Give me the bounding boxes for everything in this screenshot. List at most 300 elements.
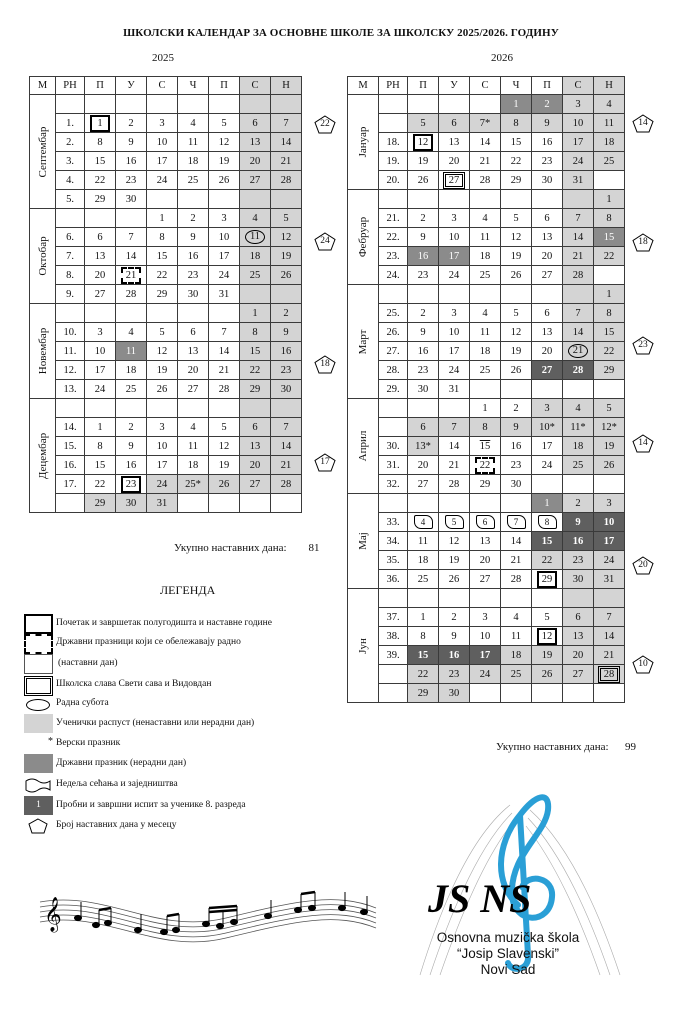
day-cell: 2 <box>501 399 532 418</box>
week-row <box>348 171 625 190</box>
day-cell: 14 <box>439 437 470 456</box>
day-cell: 10 <box>439 323 470 342</box>
month-left: Новембар <box>30 304 56 399</box>
week-row <box>348 133 625 152</box>
week-number <box>379 684 408 703</box>
day-cell <box>116 399 147 418</box>
day-cell: 6 <box>563 608 594 627</box>
day-cell: 10 <box>594 513 625 532</box>
day-cell <box>439 95 470 114</box>
day-cell: 18 <box>501 646 532 665</box>
day-cell: 11 <box>470 228 501 247</box>
week-number <box>379 285 408 304</box>
week-row <box>30 171 302 190</box>
day-cell: 20 <box>178 361 209 380</box>
day-cell: 27 <box>408 475 439 494</box>
week-row <box>30 361 302 380</box>
day-cell: 22 <box>85 171 116 190</box>
day-cell: 30 <box>532 171 563 190</box>
day-cell: 28 <box>271 171 302 190</box>
day-cell: 5 <box>408 114 439 133</box>
svg-text:𝄞: 𝄞 <box>44 897 62 932</box>
day-cell: 15 <box>85 456 116 475</box>
day-cell: 26 <box>594 456 625 475</box>
week-number <box>56 494 85 513</box>
day-cell <box>532 684 563 703</box>
day-cell <box>408 95 439 114</box>
day-cell <box>116 95 147 114</box>
week-row <box>348 266 625 285</box>
days-count-left: 22 <box>314 115 336 134</box>
day-cell: 24 <box>147 171 178 190</box>
week-number: 28. <box>379 361 408 380</box>
week-number <box>56 95 85 114</box>
day-cell: 21 <box>439 456 470 475</box>
day-cell: 19 <box>439 551 470 570</box>
day-cell: 14 <box>271 133 302 152</box>
day-cell <box>439 399 470 418</box>
day-cell: 23 <box>116 171 147 190</box>
day-cell: 23 <box>439 665 470 684</box>
day-cell: 2 <box>116 418 147 437</box>
day-cell: 30 <box>439 684 470 703</box>
day-cell: 19 <box>532 646 563 665</box>
day-cell: 21 <box>563 247 594 266</box>
day-cell: 22 <box>501 152 532 171</box>
week-number: 32. <box>379 475 408 494</box>
day-cell: 28 <box>501 570 532 589</box>
week-number: 26. <box>379 323 408 342</box>
day-cell: 5 <box>532 608 563 627</box>
year-right: 2026 <box>491 52 513 64</box>
day-cell: 13 <box>85 247 116 266</box>
day-cell <box>209 304 240 323</box>
day-cell: 11 <box>470 323 501 342</box>
day-cell: 1 <box>594 190 625 209</box>
day-cell: 29 <box>532 570 563 589</box>
day-cell: 8 <box>594 209 625 228</box>
day-cell: 11 <box>116 342 147 361</box>
day-cell: 22 <box>147 266 178 285</box>
day-cell: 13 <box>178 342 209 361</box>
day-cell <box>408 589 439 608</box>
day-cell: 16 <box>178 247 209 266</box>
week-number: 9. <box>56 285 85 304</box>
day-cell: 6 <box>240 418 271 437</box>
week-row <box>348 418 625 437</box>
day-cell: 8 <box>85 133 116 152</box>
header-5: Ч <box>501 77 532 95</box>
day-cell: 17 <box>439 342 470 361</box>
header-1: РН <box>56 77 85 95</box>
days-count-left: 18 <box>314 355 336 374</box>
day-cell <box>116 304 147 323</box>
day-cell <box>147 95 178 114</box>
day-cell: 15 <box>408 646 439 665</box>
week-row <box>30 285 302 304</box>
day-cell: 17 <box>85 361 116 380</box>
day-cell: 28 <box>470 171 501 190</box>
week-number <box>379 665 408 684</box>
day-cell <box>532 380 563 399</box>
day-cell: 30 <box>408 380 439 399</box>
day-cell: 24 <box>532 456 563 475</box>
day-cell <box>178 494 209 513</box>
day-cell: 1 <box>470 399 501 418</box>
week-row <box>348 285 625 304</box>
day-cell: 2 <box>408 304 439 323</box>
week-row <box>30 418 302 437</box>
day-cell: 31 <box>594 570 625 589</box>
week-number: 24. <box>379 266 408 285</box>
day-cell: 23 <box>271 361 302 380</box>
day-cell: 15 <box>85 152 116 171</box>
day-cell: 14 <box>563 323 594 342</box>
day-cell: 5 <box>501 304 532 323</box>
day-cell: 15 <box>147 247 178 266</box>
day-cell: 15 <box>594 323 625 342</box>
day-cell: 6 <box>439 114 470 133</box>
day-cell: 1 <box>147 209 178 228</box>
day-cell <box>408 285 439 304</box>
day-cell: 6 <box>408 418 439 437</box>
right-total: Укупно наставних дана: 99 <box>496 741 637 753</box>
day-cell <box>85 209 116 228</box>
day-cell <box>563 285 594 304</box>
week-row <box>30 456 302 475</box>
day-cell: 29 <box>85 190 116 209</box>
day-cell: 15 <box>470 437 501 456</box>
week-number: 31. <box>379 456 408 475</box>
day-cell: 11 <box>594 114 625 133</box>
day-cell: 1 <box>408 608 439 627</box>
day-cell: 10 <box>147 437 178 456</box>
week-row <box>348 152 625 171</box>
day-cell: 24 <box>439 361 470 380</box>
day-cell: 12 <box>209 133 240 152</box>
week-number: 7. <box>56 247 85 266</box>
day-cell: 17 <box>470 646 501 665</box>
week-number: 22. <box>379 228 408 247</box>
day-cell: 9 <box>501 418 532 437</box>
header-0: М <box>30 77 56 95</box>
day-cell: 14 <box>501 532 532 551</box>
day-cell: 25 <box>501 665 532 684</box>
week-number: 21. <box>379 209 408 228</box>
day-cell: 9 <box>408 323 439 342</box>
day-cell: 9 <box>116 133 147 152</box>
week-number: 37. <box>379 608 408 627</box>
day-cell: 24 <box>470 665 501 684</box>
week-row <box>348 190 625 209</box>
day-cell: 2 <box>439 608 470 627</box>
day-cell: 27 <box>240 171 271 190</box>
day-cell: 21 <box>271 456 302 475</box>
day-cell <box>532 475 563 494</box>
week-number: 20. <box>379 171 408 190</box>
day-cell: 3 <box>439 209 470 228</box>
day-cell: 3 <box>85 323 116 342</box>
day-cell: 8 <box>594 304 625 323</box>
day-cell: 6 <box>178 323 209 342</box>
header-4: С <box>470 77 501 95</box>
day-cell: 2 <box>271 304 302 323</box>
day-cell: 22 <box>240 361 271 380</box>
day-cell: 18 <box>470 247 501 266</box>
day-cell <box>563 684 594 703</box>
day-cell: 19 <box>501 342 532 361</box>
day-cell: 16 <box>563 532 594 551</box>
week-row <box>348 342 625 361</box>
day-cell: 11 <box>408 532 439 551</box>
week-row <box>348 684 625 703</box>
day-cell: 14 <box>470 133 501 152</box>
day-cell: 27 <box>439 171 470 190</box>
day-cell: 25 <box>116 380 147 399</box>
day-cell: 22 <box>408 665 439 684</box>
day-cell: 27 <box>563 665 594 684</box>
month-left: Октобар <box>30 209 56 304</box>
week-row <box>30 190 302 209</box>
day-cell <box>470 684 501 703</box>
day-cell: 23 <box>116 475 147 494</box>
day-cell: 24 <box>563 152 594 171</box>
week-number <box>56 209 85 228</box>
day-cell: 17 <box>532 437 563 456</box>
day-cell: 2 <box>178 209 209 228</box>
day-cell: 8 <box>240 323 271 342</box>
day-cell: 5 <box>209 418 240 437</box>
header-5: Ч <box>178 77 209 95</box>
day-cell: 19 <box>209 152 240 171</box>
week-row <box>348 513 625 532</box>
day-cell: 1 <box>240 304 271 323</box>
day-cell: 3 <box>439 304 470 323</box>
week-number <box>379 95 408 114</box>
header-8: Н <box>271 77 302 95</box>
day-cell: 7* <box>470 114 501 133</box>
left-total: Укупно наставних дана: 81 <box>174 542 320 554</box>
day-cell: 18 <box>563 437 594 456</box>
week-row <box>348 627 625 646</box>
day-cell: 5 <box>439 513 470 532</box>
oval-icon <box>26 699 50 711</box>
day-cell: 16 <box>408 342 439 361</box>
day-cell: 16 <box>532 133 563 152</box>
day-cell: 28 <box>563 361 594 380</box>
day-cell: 27 <box>178 380 209 399</box>
day-cell: 23 <box>408 361 439 380</box>
week-number: 29. <box>379 380 408 399</box>
day-cell: 7 <box>501 513 532 532</box>
day-cell: 21 <box>470 152 501 171</box>
day-cell: 1 <box>594 285 625 304</box>
day-cell: 25 <box>594 152 625 171</box>
day-cell: 26 <box>147 380 178 399</box>
day-cell: 31 <box>147 494 178 513</box>
header-3: У <box>439 77 470 95</box>
week-row <box>30 95 302 114</box>
week-number: 23. <box>379 247 408 266</box>
day-cell: 6 <box>470 513 501 532</box>
header-2: П <box>85 77 116 95</box>
logo-caption: Osnovna muzička škola “Josip Slavenski” Novi Sad <box>436 930 580 977</box>
day-cell <box>209 399 240 418</box>
day-cell: 26 <box>501 361 532 380</box>
day-cell: 20 <box>240 456 271 475</box>
day-cell: 29 <box>501 171 532 190</box>
day-cell: 26 <box>408 171 439 190</box>
day-cell: 8 <box>470 418 501 437</box>
week-number: 4. <box>56 171 85 190</box>
day-cell: 16 <box>116 456 147 475</box>
month-right: Мај <box>348 494 379 589</box>
day-cell: 15 <box>240 342 271 361</box>
day-cell: 9 <box>271 323 302 342</box>
day-cell <box>439 589 470 608</box>
week-row <box>30 114 302 133</box>
week-row <box>30 133 302 152</box>
day-cell <box>594 171 625 190</box>
week-row <box>348 646 625 665</box>
day-cell: 19 <box>271 247 302 266</box>
day-cell: 13 <box>563 627 594 646</box>
day-cell <box>439 190 470 209</box>
week-number: 12. <box>56 361 85 380</box>
day-cell: 19 <box>147 361 178 380</box>
day-cell: 9 <box>439 627 470 646</box>
day-cell: 7 <box>271 418 302 437</box>
calendar-2026 <box>347 76 625 703</box>
day-cell: 17 <box>594 532 625 551</box>
day-cell <box>563 589 594 608</box>
day-cell: 29 <box>408 684 439 703</box>
header-4: С <box>147 77 178 95</box>
week-number: 14. <box>56 418 85 437</box>
day-cell: 12* <box>594 418 625 437</box>
day-cell: 25 <box>470 266 501 285</box>
month-right: Март <box>348 285 379 399</box>
page-title: ШКОЛСКИ КАЛЕНДАР ЗА ОСНОВНЕ ШКОЛЕ ЗА ШКОЛСКУ 2025/2026. ГОДИНУ <box>123 27 559 39</box>
day-cell: 1 <box>85 114 116 133</box>
header-7: С <box>563 77 594 95</box>
day-cell: 7 <box>116 228 147 247</box>
day-cell: 6 <box>240 114 271 133</box>
day-cell: 4 <box>470 304 501 323</box>
day-cell: 13 <box>532 228 563 247</box>
day-cell: 13 <box>532 323 563 342</box>
day-cell: 24 <box>85 380 116 399</box>
day-cell: 18 <box>178 456 209 475</box>
week-row <box>348 437 625 456</box>
day-cell: 29 <box>470 475 501 494</box>
week-row <box>348 95 625 114</box>
day-cell: 27 <box>85 285 116 304</box>
day-cell <box>178 95 209 114</box>
day-cell: 20 <box>408 456 439 475</box>
week-number: 6. <box>56 228 85 247</box>
week-number: 8. <box>56 266 85 285</box>
day-cell: 9 <box>178 228 209 247</box>
week-row <box>348 665 625 684</box>
day-cell: 28 <box>116 285 147 304</box>
day-cell: 14 <box>209 342 240 361</box>
header-0: М <box>348 77 379 95</box>
day-cell: 19 <box>209 456 240 475</box>
day-cell <box>470 95 501 114</box>
header-2: П <box>408 77 439 95</box>
pentagon-icon <box>28 818 57 834</box>
day-cell <box>532 589 563 608</box>
day-cell: 25 <box>470 361 501 380</box>
day-cell: 27 <box>532 361 563 380</box>
day-cell <box>594 380 625 399</box>
week-number <box>56 304 85 323</box>
week-number: 16. <box>56 456 85 475</box>
day-cell: 24 <box>594 551 625 570</box>
day-cell: 20 <box>532 342 563 361</box>
week-row <box>30 209 302 228</box>
day-cell: 29 <box>240 380 271 399</box>
legend-title: ЛЕГЕНДА <box>160 583 216 597</box>
day-cell: 30 <box>563 570 594 589</box>
day-cell: 22 <box>470 456 501 475</box>
day-cell: 13 <box>439 133 470 152</box>
day-cell: 20 <box>85 266 116 285</box>
week-row <box>30 475 302 494</box>
week-row <box>348 456 625 475</box>
day-cell: 4 <box>470 209 501 228</box>
day-cell: 21 <box>594 646 625 665</box>
day-cell: 13 <box>240 133 271 152</box>
day-cell: 20 <box>563 646 594 665</box>
day-cell <box>85 95 116 114</box>
week-number: 17. <box>56 475 85 494</box>
day-cell <box>532 190 563 209</box>
week-number: 30. <box>379 437 408 456</box>
day-cell: 25 <box>178 171 209 190</box>
day-cell <box>563 380 594 399</box>
week-row <box>348 380 625 399</box>
day-cell: 5 <box>147 323 178 342</box>
day-cell: 23 <box>501 456 532 475</box>
star-icon: * <box>48 736 53 747</box>
day-cell <box>501 494 532 513</box>
day-cell: 23 <box>178 266 209 285</box>
week-row <box>348 532 625 551</box>
days-count-right: 23 <box>632 336 654 355</box>
day-cell <box>209 95 240 114</box>
day-cell: 16 <box>271 342 302 361</box>
day-cell: 30 <box>116 190 147 209</box>
day-cell: 7 <box>563 209 594 228</box>
day-cell: 11 <box>178 437 209 456</box>
day-cell: 11 <box>178 133 209 152</box>
week-number: 35. <box>379 551 408 570</box>
day-cell <box>470 589 501 608</box>
day-cell <box>240 399 271 418</box>
day-cell: 26 <box>271 266 302 285</box>
day-cell: 16 <box>408 247 439 266</box>
week-row <box>348 209 625 228</box>
day-cell: 3 <box>147 114 178 133</box>
day-cell: 21 <box>209 361 240 380</box>
days-count-right: 10 <box>632 655 654 674</box>
day-cell: 24 <box>209 266 240 285</box>
day-cell: 26 <box>501 266 532 285</box>
week-row <box>348 475 625 494</box>
week-row <box>30 399 302 418</box>
